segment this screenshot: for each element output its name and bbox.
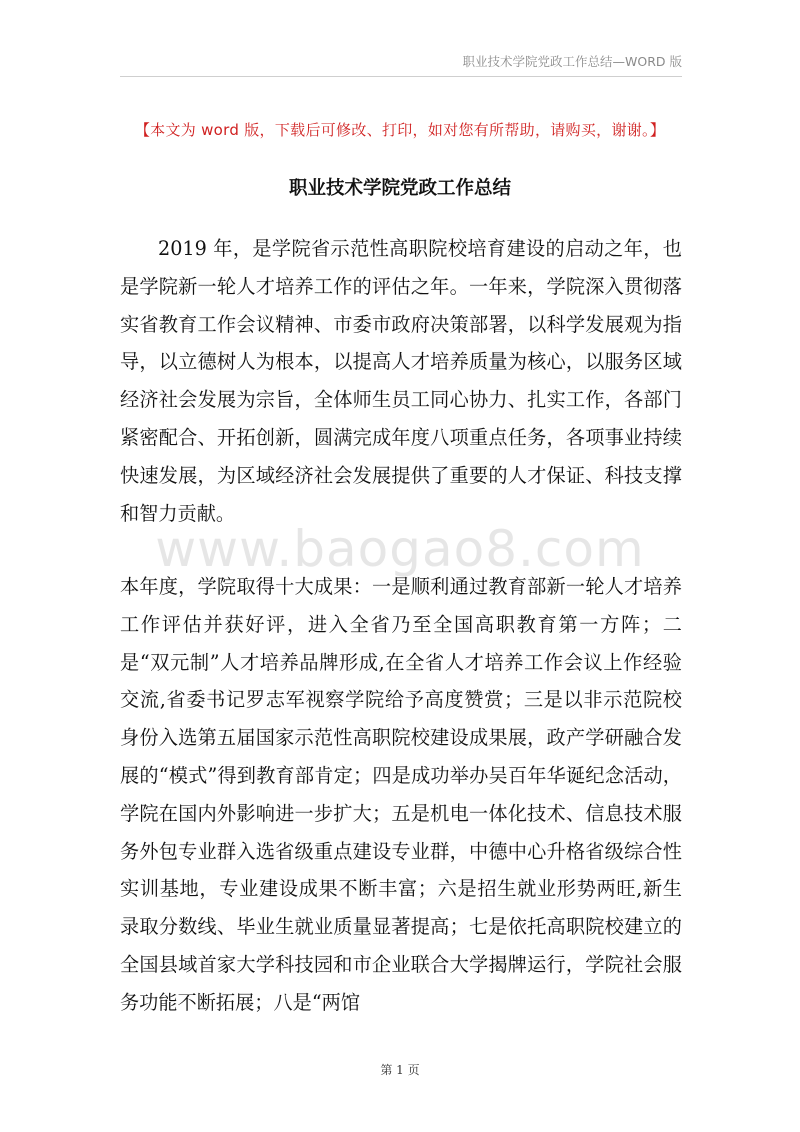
running-header-title: 职业技术学院党政工作总结—WORD 版 <box>462 54 682 69</box>
purchase-notice: 【本文为 word 版，下载后可修改、打印，如对您有所帮助，请购买，谢谢。】 <box>134 121 666 139</box>
body-paragraph-1: 2019 年，是学院省示范性高职院校培育建设的启动之年，也是学院新一轮人才培养工作的评估之年。一年来，学院深入贯彻落实省教育工作会议精神、市委市政府决策部署，以科学发展观为指导，以立德树人为根本，以提高人才培养质量为核心，以服务区域经济社会发展为宗旨，全体师生员工同心协力、扎实工作，各部门紧密配合、开拓创新，圆满完成年度八项重点任务，各项事业持续快速发展，为区域经济社会发展提供了重要的人才保证、科技支撑和智力贡献。 <box>120 237 682 525</box>
watermark: www.baogao8.com <box>155 520 645 578</box>
document-title: 职业技术学院党政工作总结 <box>288 178 511 199</box>
page-number: 第 1 页 <box>380 1063 420 1077</box>
body-paragraph-2: 本年度，学院取得十大成果：一是顺利通过教育部新一轮人才培养工作评估并获好评，进入全省乃至全国高职教育第一方阵；二是“双元制”人才培养品牌形成,在全省人才培养工作会议上作经验交流,省委书记罗志军视察学院给予高度赞赏；三是以非示范院校身份入选第五届国家示范性高职院校建设成果展，政产学研融合发展的“模式”得到教育部肯定；四是成功举办吴百年华诞纪念活动，学院在国内外影响进一步扩大；五是机电一体化技术、信息技术服务外包专业群入选省级重点建设专业群，中德中心升格省级综合性实训基地，专业建设成果不断丰富；六是招生就业形势两旺,新生录取分数线、毕业生就业质量显著提高；七是依托高职院校建立的全国县域首家大学科技园和市企业联合大学揭牌运行，学院社会服务功能不断拓展；八是“两馆 <box>120 575 682 1014</box>
running-header <box>120 52 682 77</box>
